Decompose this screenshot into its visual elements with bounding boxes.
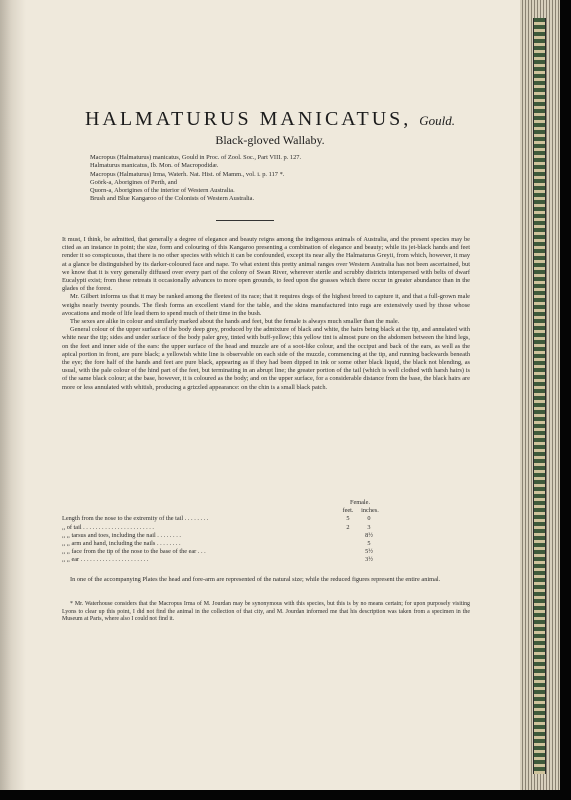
- marbled-edge: [533, 18, 546, 774]
- footnote: [62, 601, 470, 624]
- synonym-line: Goörk-a, Aborigines of Perth, and: [90, 178, 177, 186]
- closing-paragraph: In one of the accompanying Plates the head and fore-arm are represented of the natural size; while the reduced figures represent the entire animal.: [70, 576, 441, 583]
- measurement-row: [62, 540, 472, 548]
- measurement-inches: 5½: [365, 548, 373, 556]
- unit-feet: feet.: [342, 507, 354, 515]
- measurement-feet: 5: [346, 515, 350, 523]
- measurement-row: [62, 524, 472, 532]
- measurement-inches: 0: [367, 515, 371, 523]
- measurement-row: [62, 556, 472, 564]
- unit-inches: inches.: [361, 507, 379, 515]
- measurement-label: ,, ,, arm and hand, including the nails . . . . . . . .: [62, 539, 181, 547]
- measurement-inches: 3: [367, 523, 371, 531]
- divider-rule: [216, 220, 274, 221]
- footnote-text: * Mr. Waterhouse considers that the Macropus Irma of M. Jourdan may be synonymous with this species, but this is by no means certain; for upon purposely visiting Lyons to clear up this point, I did not find the animal in the collection of that city, and M. Jourdan informed me that his description was taken from a specimen in the Museum at Paris, where also I could not find it.: [62, 601, 470, 623]
- measurements-sex-header-row: [62, 499, 472, 507]
- species-authority: Gould.: [419, 113, 456, 128]
- measurements-sex-header: Female.: [349, 499, 371, 506]
- page-title: [60, 108, 480, 131]
- closing-text: [62, 576, 470, 584]
- paragraph: The sexes are alike in colour and similarly marked about the hands and feet, but the female is always much smaller than the male.: [70, 318, 400, 326]
- common-name: Black-gloved Wallaby.: [215, 133, 325, 147]
- paragraph: General colour of the upper surface of the body deep grey, produced by the admixture of black and white, the hairs being black at the tip, and annulated with white near the tip; sides and under surface of the body paler grey, tinted with buff-yellow; this yellow tint is almost pure on the abdomen between the hind legs, on the feet and inner side of the ears: the upper surface of the head and muzzle are of a soot-like colour, and the occiput and back of the ears, as well as the apical portion in front, are pure black; a yellowish white line is observable on each side of the muzzle, commencing at the tip, and running backwards beneath the eye; the fore half of the hands and feet are pure black, appearing as if they had been dipped in ink or some other black liquid, the black not blending, as usual, with the pale colour of the hind part of the feet, but terminating in an abrupt line; the greater portion of the tail (which is well clothed with harsh hairs) is of the same black colour; at the base, however, it is coloured as the body; and on the upper surface, for a considerable distance from the base, the black hairs are more or less annulated with whitish, producing a grizzled appearance: on the chin is a small black patch.: [62, 326, 470, 391]
- synonym-line: Brush and Blue Kangaroo of the Colonists of Western Australia.: [90, 195, 255, 203]
- paragraph: Mr. Gilbert informs us that it may be ranked among the fleetest of its race; that it requires dogs of the highest breed to capture it, and that a full-grown male weighs nearly twenty pounds. The flesh forms an excellent viand for the table, and the skins manufactured into rugs are extensively used by those whose avocations and mode of life lead them to spend much of their time in the bush.: [62, 293, 470, 317]
- measurement-label: ,, ,, ear . . . . . . . . . . . . . . . . . . . . . .: [62, 556, 149, 564]
- measurement-inches: 8½: [365, 531, 373, 539]
- measurement-inches: 5: [367, 539, 371, 547]
- species-name: HALMATURUS MANICATUS,: [84, 108, 412, 130]
- measurement-label: Length from the nose to the extremity of the tail . . . . . . . .: [62, 515, 209, 523]
- synonym-line: Macropus (Halmaturus) manicatus, Gould in Proc. of Zool. Soc., Part VIII. p. 127.: [90, 154, 302, 161]
- measurement-label: ,, of tail . . . . . . . . . . . . . . . . . . . . . . .: [62, 523, 154, 531]
- synonym-line: Halmaturus manicatus, Ib. Mon. of Macropodidæ.: [90, 162, 219, 170]
- synonymy-block: [90, 154, 470, 204]
- measurements-table: [62, 499, 472, 565]
- synonym-line: Quorn-a, Aborigines of the interior of Western Australia.: [90, 187, 235, 195]
- measurement-feet: 2: [346, 523, 350, 531]
- measurement-inches: 3½: [365, 556, 373, 564]
- description-text: [62, 236, 470, 392]
- paragraph: It must, I think, be admitted, that generally a degree of elegance and beauty reigns among the indigenous animals of Australia, and the present species may be cited as an instance in point; the size, form and colouring of this Kangaroo presenting a combination of elegance and beauty; while its jet-black hands and feet render it so conspicuous, that there is no other species with which it can be confounded, except its near ally the Halmaturus Greyii, from which, however, it may at a glance be distinguished by its darker-coloured face and nape. To what extent this pretty animal ranges over Western Australia has not been ascertained, but we know that it is very generally diffused over every part of the colony of Swan River, wherever sterile and scrubby districts interspersed with belts of dwarf Eucalypti exist; from these retreats it occasionally advances to more open grounds, to feed upon the grasses which there occur in greater abundance than in the glades of the forest.: [62, 236, 470, 293]
- page-gutter-shadow: [0, 0, 26, 790]
- synonym-line: Macropus (Halmaturus) Irma, Waterh. Nat. Hist. of Mamm., vol. i. p. 117 *.: [90, 170, 285, 178]
- measurements-unit-row: [62, 507, 472, 515]
- measurement-label: ,, ,, face from the tip of the nose to the base of the ear . . .: [62, 548, 206, 556]
- measurement-row: [62, 532, 472, 540]
- measurement-row: [62, 548, 472, 556]
- measurement-row: [62, 515, 472, 523]
- measurement-label: ,, ,, tarsus and toes, including the nail . . . . . . . .: [62, 531, 181, 539]
